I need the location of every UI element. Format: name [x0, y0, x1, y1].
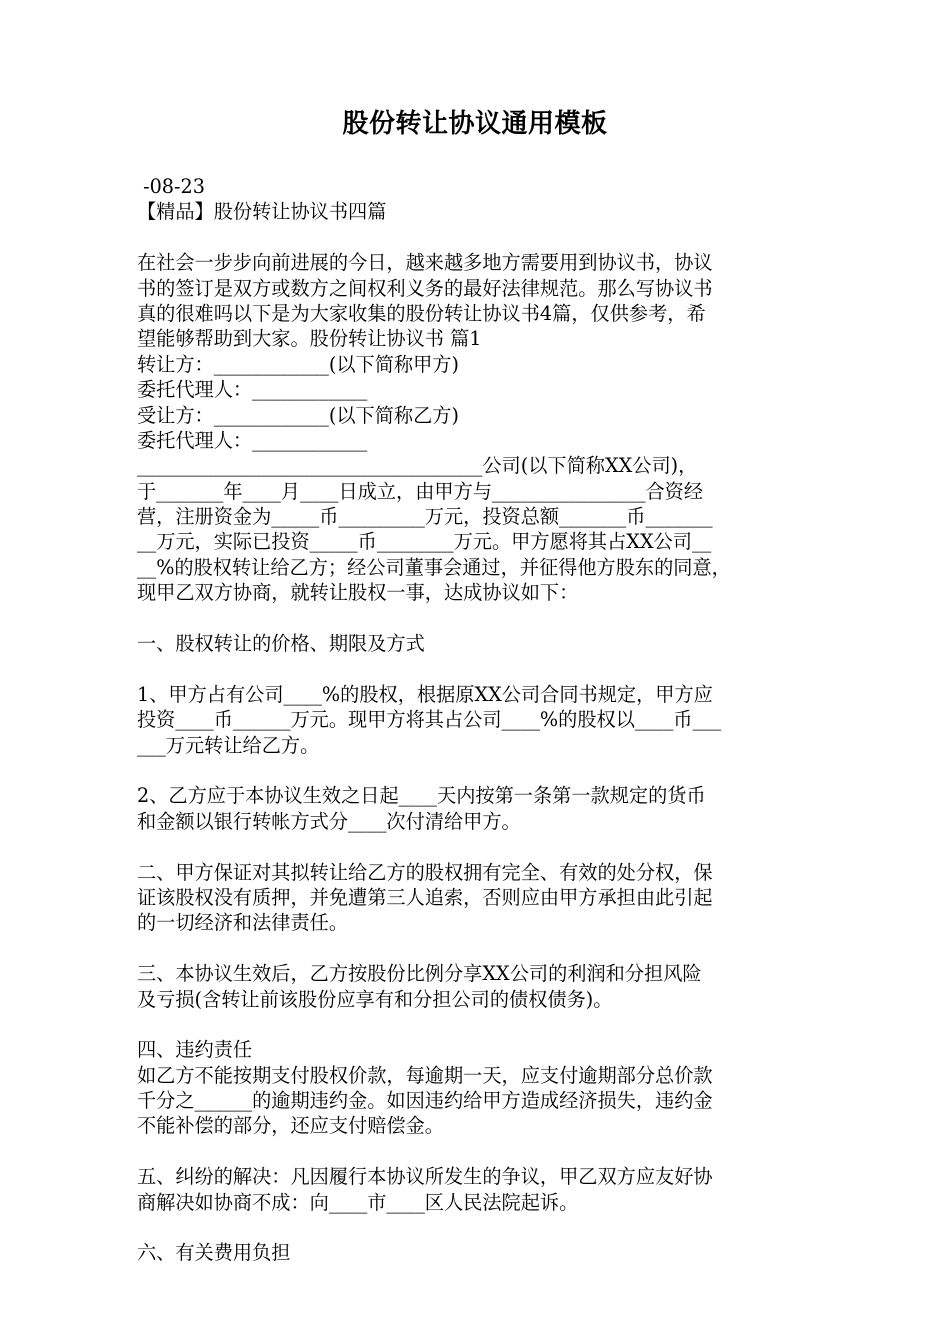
document-line: 五、纠纷的解决：凡因履行本协议所发生的争议，甲乙双方应友好协 — [137, 1165, 713, 1189]
document-line: 一、股权转让的价格、期限及方式 — [137, 632, 425, 656]
document-line: 三、本协议生效后，乙方按股份比例分享XX公司的利润和分担风险 — [137, 962, 702, 986]
document-line: ___万元转让给乙方。 — [137, 733, 320, 757]
document-line: 商解决如协商不成：向____市____区人民法院起诉。 — [137, 1190, 579, 1214]
document-line: 及亏损(含转让前该股份应享有和分担公司的债权债务)。 — [137, 987, 613, 1011]
document-line: 的一切经济和法律责任。 — [137, 911, 349, 935]
document-line: 真的很难吗以下是为大家收集的股份转让协议书4篇，仅供参考，希 — [137, 301, 706, 325]
paragraph-spacer — [137, 1012, 827, 1037]
document-line: 委托代理人：____________ — [137, 378, 368, 402]
document-line: 证该股权没有质押，并免遭第三人追索，否则应由甲方承担由此引起 — [137, 885, 713, 909]
document-line: 受让方：____________(以下简称乙方) — [137, 403, 459, 427]
document-date: -08-23 — [137, 175, 205, 198]
document-line: 不能补偿的部分，还应支付赔偿金。 — [137, 1114, 444, 1138]
document-line: ____________________________________公司(以下简称XX公司)， — [137, 454, 698, 478]
document-line: 六、有关费用负担 — [137, 1241, 291, 1265]
paragraph-spacer — [137, 758, 827, 783]
document-line: 于_______年____月____日成立，由甲方与________________合资经 — [137, 479, 704, 503]
document-line: 转让方：____________(以下简称甲方) — [137, 352, 459, 376]
document-line: 书的签订是双方或数方之间权利义务的最好法律规范。那么写协议书 — [137, 276, 713, 300]
document-line: 委托代理人：____________ — [137, 428, 368, 452]
document-line: 和金额以银行转帐方式分____次付清给甲方。 — [137, 809, 521, 833]
document-line: 现甲乙双方协商，就转让股权一事，达成协议如下： — [137, 581, 579, 605]
document-line: __%的股权转让给乙方；经公司董事会通过，并征得他方股东的同意， — [137, 555, 731, 579]
document-line: 望能够帮助到大家。股份转让协议书 篇1 — [137, 327, 482, 351]
document-line: 1、甲方占有公司____%的股权，根据原XX公司合同书规定，甲方应 — [137, 682, 713, 706]
paragraph-spacer — [137, 656, 827, 681]
document-line: 2、乙方应于本协议生效之日起____天内按第一条第一款规定的货币 — [137, 784, 706, 808]
document-subtitle: 【精品】股份转让协议书四篇 — [137, 200, 387, 224]
paragraph-spacer — [137, 1215, 827, 1240]
paragraph-spacer — [137, 225, 827, 250]
document-line: 四、违约责任 — [137, 1038, 253, 1062]
document-line: 如乙方不能按期支付股权价款，每逾期一天，应支付逾期部分总价款 — [137, 1063, 713, 1087]
paragraph-spacer — [137, 936, 827, 961]
document-line: 营，注册资金为_____币_________万元，投资总额_______币_______ — [137, 505, 713, 529]
paragraph-spacer — [137, 834, 827, 859]
paragraph-spacer — [137, 1139, 827, 1164]
document-title: 股份转让协议通用模板 — [342, 109, 608, 139]
document-line: 千分之______的逾期违约金。如因违约给甲方造成经济损失，违约金 — [137, 1089, 713, 1113]
paragraph-spacer — [137, 606, 827, 631]
document-line: 二、甲方保证对其拟转让给乙方的股权拥有完全、有效的处分权，保 — [137, 860, 713, 884]
document-line: 投资____币______万元。现甲方将其占公司____%的股权以____币___ — [137, 708, 722, 732]
document-line: __万元，实际已投资_____币________万元。甲方愿将其占XX公司__ — [137, 530, 712, 554]
document-line: 在社会一步步向前进展的今日，越来越多地方需要用到协议书，协议 — [137, 251, 713, 275]
document-body — [137, 174, 827, 1266]
